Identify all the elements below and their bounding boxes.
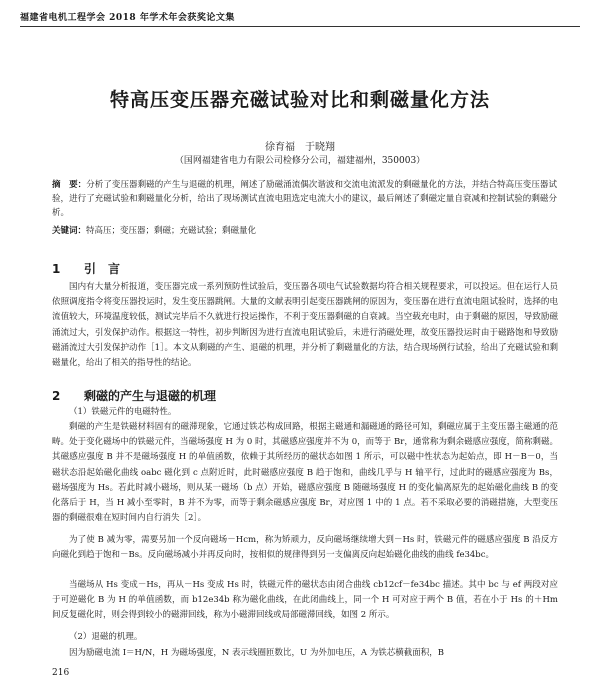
paragraph-demagnetization: 因为励磁电流 I＝H/N，H 为磁场强度，N 表示线圈匝数比，U 为外加电压，A 为铁芯横截面积，B [69, 648, 444, 658]
paragraph-intro: 国内有大量分析报道，变压器完成一系列预防性试验后，变压器各项电气试验数据均符合相关规程要求，可以投运。但在运行人员依照调度指令将变压器投运时，发生变压器跳闸。大量的文献表明引起变压器跳闸的原因为，变压器在进行直流电阻试验时，选择的电流值较大，环境温度较低，测试完毕后不久就进行投运操作，不利于变压器剩磁的自衰减。当空载充电时，由于剩磁的原因，导致励磁涌流过大，引发保护动作。根据这一特性，初步判断因为进行直流电阻试验后，未进行消磁处理，故变压器投运时由于磁路饱和导致励磁涌流过大引发保护动作［1］。本文从剩磁的产生、退磁的机理，并分析了剩磁量化的方法，结合现场例行试验，给出了充磁试验和剩磁量化，给出了相关的指导性的结论。 [52, 282, 558, 369]
running-header: 福建省电机工程学会 2018 年学术年会获奖论文集 [20, 13, 235, 23]
section-number: 2 [52, 389, 61, 403]
abstract-text: 分析了变压器剩磁的产生与退磁的机理，阐述了励磁涌流偶次谐波和交流电流派发的剩磁量化的方法，并结合特高压变压器试验，进行了充磁试验和剩磁量化分析，给出了现场测试直流电阻选定电流大小的建议，最后阐述了剩磁定量自衰减和控制试验的剩磁分析。 [52, 180, 557, 218]
paragraph-coercivity: 为了使 B 减为零，需要另加一个反向磁场－Hcm，称为矫顽力，反向磁场继续增大到－Hs 时，铁磁元件的磁感应强度 B 沿反方向磁化到趋于饱和－Bs。反向磁场减小并再反向时，按相似的规律得到另一支偏离反向起始磁化曲线的曲线 fe34bc。 [52, 535, 558, 561]
section-heading-1 [52, 260, 120, 277]
section-title: 引 言 [84, 262, 121, 276]
keywords-label: 关键词： [52, 226, 87, 236]
subheading-2: （2）退磁的机理。 [69, 632, 143, 642]
subheading-1: （1）铁磁元件的电磁特性。 [69, 407, 177, 417]
page-number: 216 [52, 668, 70, 678]
abstract [52, 178, 557, 220]
section-heading-2 [52, 387, 216, 404]
header-divider [20, 26, 580, 27]
paper-title: 特高压变压器充磁试验对比和剩磁量化方法 [109, 89, 490, 111]
section-title: 剩磁的产生与退磁的机理 [84, 389, 217, 403]
abstract-label: 摘 要： [52, 180, 87, 190]
authors: 徐育福 于晓翔 [265, 142, 335, 153]
keywords [52, 224, 557, 238]
paragraph-remanence: 剩磁的产生是铁磁材料固有的磁滞现象，它通过铁芯构成回路，根据主磁通和漏磁通的路径可知，剩磁应属于主变压器主磁通的范畴。处于变化磁场中的铁磁元件，当磁场强度 H 为 0 时，其磁感应强度并不为 0，而等于 Br，通常称为剩余磁感应强度，简称剩磁。其磁感应强度 B 并不是磁场强度 H 的单值函数，依赖于其所经历的磁状态如图 1 所示，可以磁中性状态为起始点，即 H－B－0，当磁状态沿起始磁化曲线 oabc 磁化到 c 点附近时，此时磁感应强度 B 趋于饱和，曲线几乎与 H 轴平行，过此时的磁感应强度为 Bs，磁场强度为 Hs。若此时减小磁场，则从某一磁场（b 点）开始，磁感应强度 B 随磁场强度 H 的变化偏离原先的起始磁化曲线 B 的变化落后于 H，当 H 减小至零时，B 并不为零，而等于剩余磁感应强度 Br，对应图 1 中的 1 点。若不采取必要的消磁措施，大型变压器的剩磁很难在短时间内自行消失［2］。 [52, 422, 558, 524]
section-number: 1 [52, 262, 61, 276]
affiliation: （国网福建省电力有限公司检修分公司，福建福州，350003） [174, 156, 426, 166]
paragraph-hysteresis: 当磁场从 Hs 变成－Hs，再从－Hs 变成 Hs 时，铁磁元件的磁状态由闭合曲线 cb12cf－fe34bc 描述。其中 bc 与 ef 两段对应于可逆磁化 B 为 H 的单值函数，而 b12e34b 称为磁化曲线，在此闭曲线上，同一个 H 可对应于两个 B 值，若在小于 Hs 的＋Hm 间反复磁化时，则会得到较小的磁滞回线，称为小磁滞回线或局部磁滞回线，如图 2 所示。 [52, 580, 558, 621]
keywords-text: 特高压；变压器；剩磁；充磁试验；剩磁量化 [86, 226, 257, 236]
